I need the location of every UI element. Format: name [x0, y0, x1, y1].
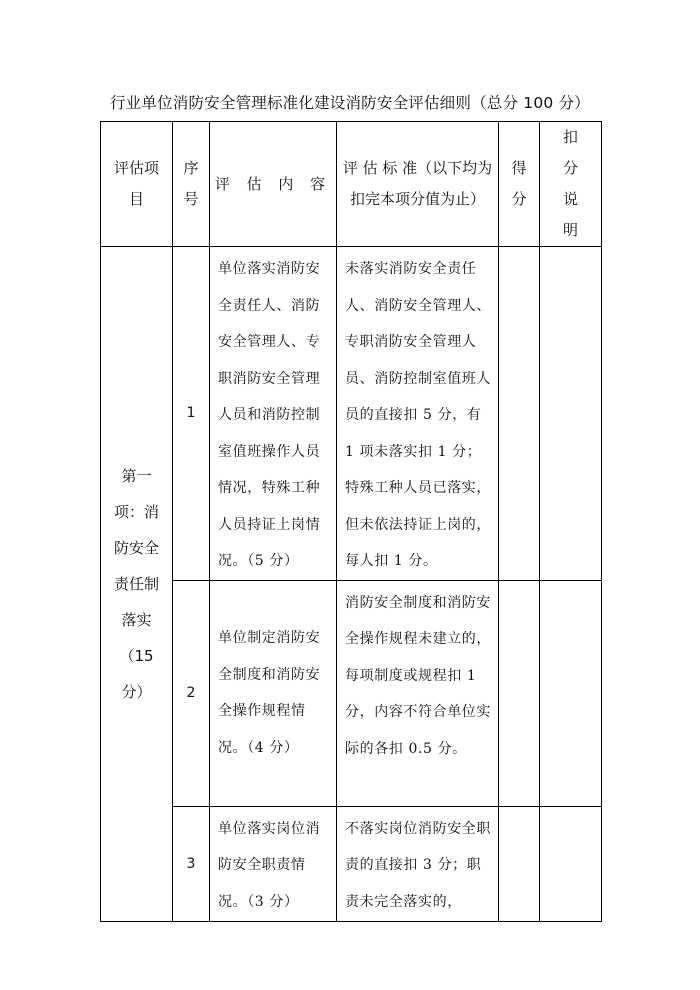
section-label: 第一项：消防安全责任制落实（15 分） [101, 247, 173, 922]
row-standard: 未落实消防安全责任人、消防安全管理人、专职消防安全管理人员、消防控制室值班人员的直接扣 5 分，有 1 项未落实扣 1 分；特殊工种人员已落实，但未依法持证上岗的，每人扣 1 分。 [337, 247, 499, 581]
header-content: 评 估 内 容 [210, 122, 337, 247]
header-score: 得分 [499, 122, 540, 247]
row-content: 单位制定消防安全制度和消防安全操作规程情况。（4 分） [210, 580, 337, 806]
row-standard: 消防安全制度和消防安全操作规程未建立的，每项制度或规程扣 1 分，内容不符合单位实际的各扣 0.5 分。 [337, 580, 499, 806]
row-standard: 不落实岗位消防安全职责的直接扣 3 分；职责未完全落实的， [337, 806, 499, 921]
table-header-row [101, 122, 602, 247]
evaluation-table [100, 121, 602, 922]
deduction-cell[interactable] [540, 806, 602, 921]
row-content: 单位落实消防安全责任人、消防安全管理人、专职消防安全管理人员和消防控制室值班操作人员情况，特殊工种人员持证上岗情况。（5 分） [210, 247, 337, 581]
header-deduction: 扣分说明 [540, 122, 602, 247]
row-number: 3 [173, 806, 210, 921]
table-row [101, 806, 602, 921]
header-item: 评估项目 [101, 122, 173, 247]
row-number: 1 [173, 247, 210, 581]
header-no: 序号 [173, 122, 210, 247]
table-row [101, 247, 602, 581]
table-row [101, 580, 602, 806]
row-number: 2 [173, 580, 210, 806]
deduction-cell[interactable] [540, 247, 602, 581]
document-title: 行业单位消防安全管理标准化建设消防安全评估细则（总分 100 分） [109, 94, 591, 112]
deduction-cell[interactable] [540, 580, 602, 806]
row-content: 单位落实岗位消防安全职责情况。（3 分） [210, 806, 337, 921]
score-cell[interactable] [499, 580, 540, 806]
score-cell[interactable] [499, 247, 540, 581]
header-standard: 评 估 标 准（以下均为扣完本项分值为止） [337, 122, 499, 247]
score-cell[interactable] [499, 806, 540, 921]
